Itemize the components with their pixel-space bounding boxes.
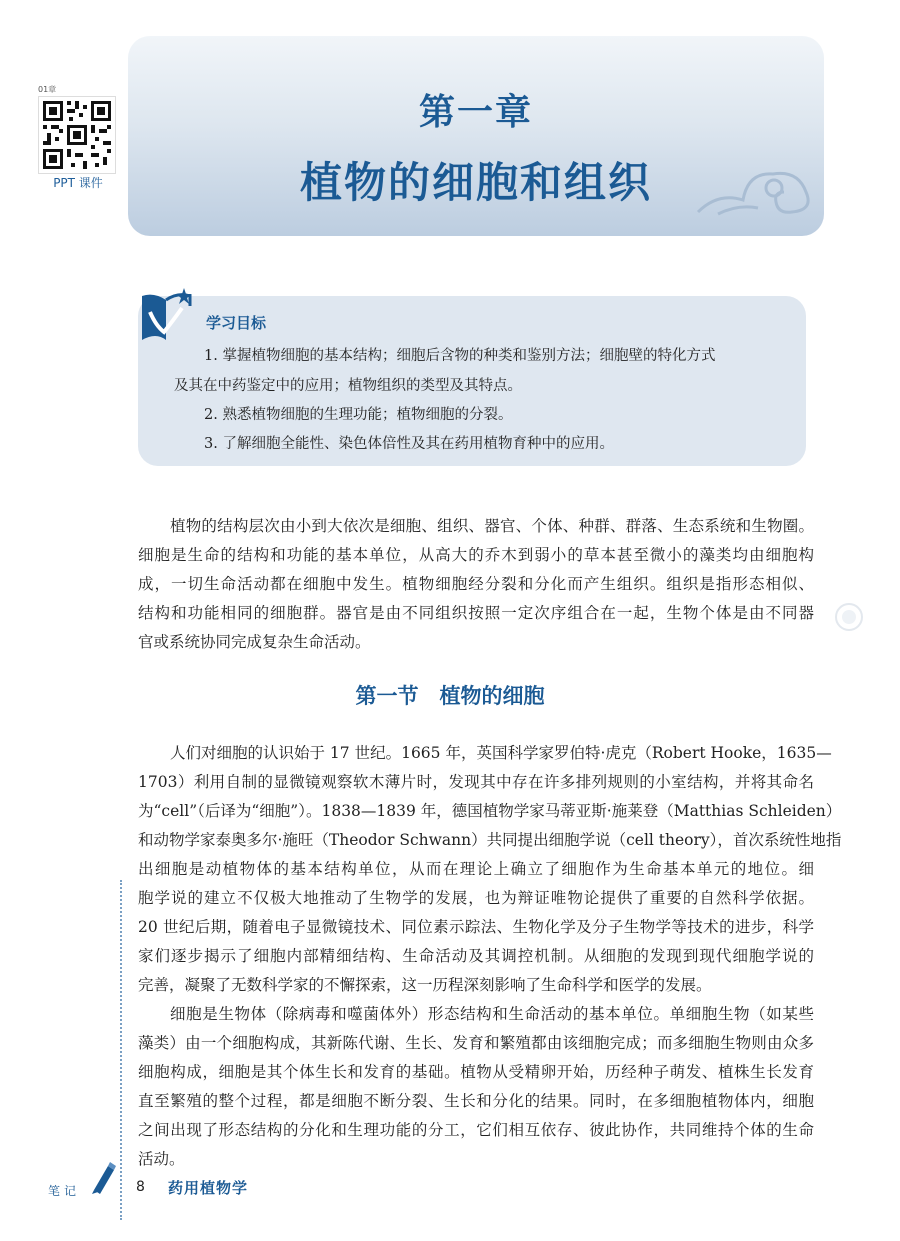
qr-label-ppt: PPT 课件 xyxy=(53,176,103,190)
learning-objectives-box xyxy=(138,296,806,466)
body-line: 和动物学家泰奥多尔·施旺（Theodor Schwann）共同提出细胞学说（cell theory），首次系统性地指 xyxy=(138,831,842,849)
objective-line: 3. 了解细胞全能性、染色体倍性及其在药用植物育种中的应用。 xyxy=(204,436,614,452)
learner-star-icon xyxy=(138,286,198,346)
intro-line: 细胞是生命的结构和功能的基本单位，从高大的乔木到弱小的草本甚至微小的藻类均由细胞构 xyxy=(138,546,814,564)
body-line: 完善，凝聚了无数科学家的不懈探索，这一历程深刻影响了生命科学和医学的发展。 xyxy=(138,976,712,994)
page-number: 8 xyxy=(136,1179,145,1195)
qr-code-image[interactable] xyxy=(38,96,116,174)
book-title: 药用植物学 xyxy=(168,1179,249,1197)
pen-icon xyxy=(88,1160,118,1194)
notes-margin-divider xyxy=(120,880,122,1220)
body-line: 直至繁殖的整个过程，都是细胞不断分裂、生长和分化的结果。同时，在多细胞植物体内，细胞 xyxy=(138,1092,814,1110)
body-line: 藻类）由一个细胞构成，其新陈代谢、生长、发育和繁殖都由该细胞完成；而多细胞生物则由众多 xyxy=(138,1034,814,1052)
chapter-number: 第一章 xyxy=(418,91,533,133)
body-line: 人们对细胞的认识始于 17 世纪。1665 年，英国科学家罗伯特·虎克（Robert Hooke，1635— xyxy=(170,744,832,762)
side-seal-ornament-icon xyxy=(834,602,864,632)
body-line: 细胞构成，细胞是其个体生长和发育的基础。植物从受精卵开始，历经种子萌发、植株生长发育 xyxy=(138,1063,814,1081)
objective-line: 1. 掌握植物细胞的基本结构；细胞后含物的种类和鉴别方法；细胞壁的特化方式 xyxy=(204,348,716,364)
body-line: 家们逐步揭示了细胞内部精细结构、生命活动及其调控机制。从细胞的发现到现代细胞学说的 xyxy=(138,947,814,965)
qr-caption: 01章 xyxy=(38,85,57,94)
intro-line: 结构和功能相同的细胞群。器官是由不同组织按照一定次序组合在一起，生物个体是由不同器 xyxy=(138,604,814,622)
intro-line: 植物的结构层次由小到大依次是细胞、组织、器官、个体、种群、群落、生态系统和生物圈。 xyxy=(170,517,814,535)
body-line: 20 世纪后期，随着电子显微镜技术、同位素示踪法、生物化学及分子生物学等技术的进步，科学 xyxy=(138,918,814,936)
section-title: 第一节 植物的细胞 xyxy=(355,684,545,708)
objective-line: 及其在中药鉴定中的应用；植物组织的类型及其特点。 xyxy=(174,378,522,394)
body-line: 胞学说的建立不仅极大地推动了生物学的发展，也为辩证唯物论提供了重要的自然科学依据。 xyxy=(138,889,814,907)
chapter-title: 植物的细胞和组织 xyxy=(299,158,652,207)
intro-line: 成，一切生命活动都在细胞中发生。植物细胞经分裂和分化而产生组织。组织是指形态相似、 xyxy=(138,575,814,593)
objective-line: 2. 熟悉植物细胞的生理功能；植物细胞的分裂。 xyxy=(204,407,513,423)
intro-line: 官或系统协同完成复杂生命活动。 xyxy=(138,633,371,651)
notes-label: 笔记 xyxy=(48,1184,81,1198)
body-line: 出细胞是动植物体的基本结构单位，从而在理论上确立了细胞作为生命基本单元的地位。细 xyxy=(138,860,814,878)
chapter-banner xyxy=(128,36,824,236)
body-line: 之间出现了形态结构的分化和生理功能的分工，它们相互依存、彼此协作，共同维持个体的生命 xyxy=(138,1121,814,1139)
body-line: 为“cell”（后译为“细胞”）。1838—1839 年，德国植物学家马蒂亚斯·施莱登（Matthias Schleiden） xyxy=(138,802,842,820)
objectives-heading: 学习目标 xyxy=(206,314,267,332)
cloud-ornament-icon xyxy=(688,152,818,222)
body-line: 1703）利用自制的显微镜观察软木薄片时，发现其中存在许多排列规则的小室结构，并将其命名 xyxy=(138,773,814,791)
body-line: 活动。 xyxy=(138,1150,185,1168)
body-line: 细胞是生物体（除病毒和噬菌体外）形态结构和生命活动的基本单位。单细胞生物（如某些 xyxy=(170,1005,814,1023)
